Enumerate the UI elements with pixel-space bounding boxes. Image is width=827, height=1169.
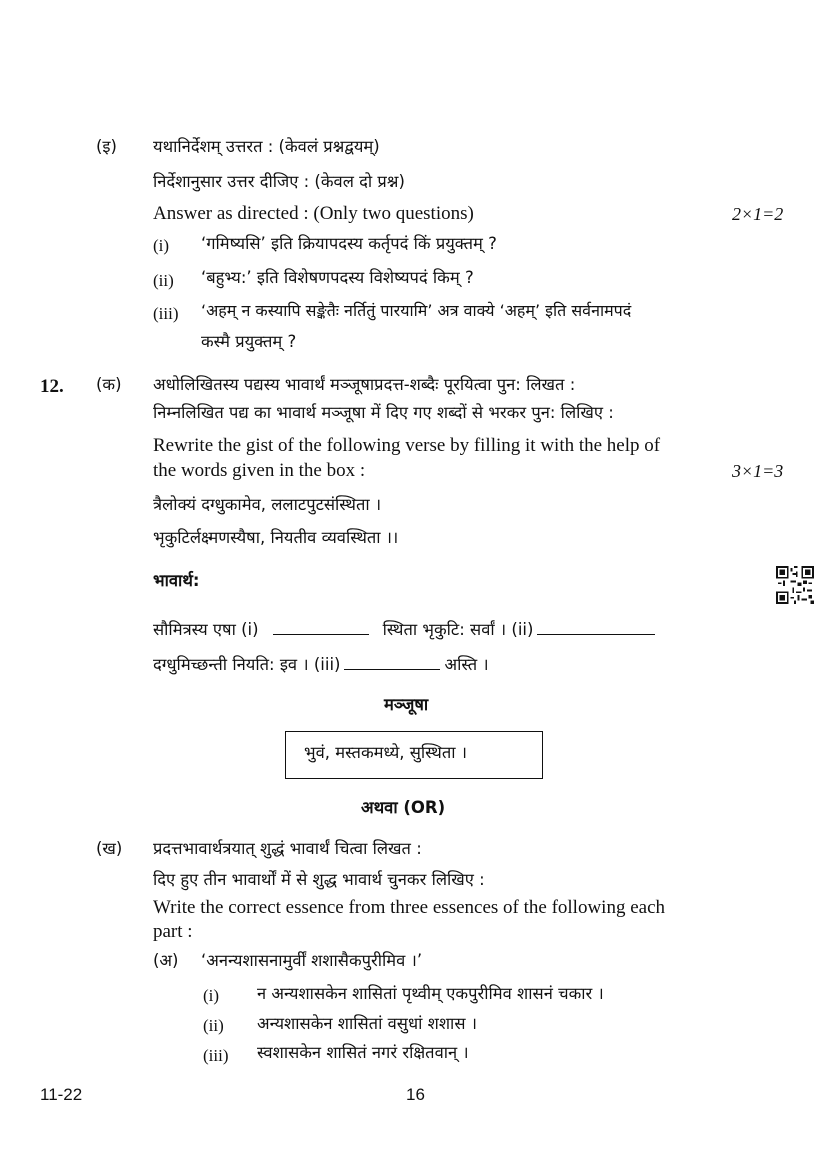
blank-3[interactable]	[344, 668, 440, 670]
option-text: स्वशासकेन शासितं नगरं रक्षितवान् ।	[257, 1043, 469, 1062]
fill-line-2	[153, 657, 489, 674]
blank-1[interactable]	[273, 633, 369, 635]
question-title-english: the words given in the box :	[153, 460, 366, 481]
option-number: (iii)	[203, 1046, 229, 1065]
fill-text: अस्ति ।	[444, 655, 489, 674]
item-text: ‘बहुभ्य:’ इति विशेषणपदस्य विशेष्यपदं किम् ?	[201, 268, 474, 287]
item-number: (i)	[153, 236, 170, 255]
box-words: भुवं, मस्तकमध्ये, सुस्थिता ।	[304, 743, 467, 762]
item-text-continued: कस्मै प्रयुक्तम् ?	[201, 332, 297, 351]
or-label: अथवा (OR)	[361, 798, 446, 817]
part-number: (अ)	[153, 951, 179, 970]
question-number: 12.	[40, 376, 64, 397]
qr-code-icon	[776, 566, 814, 604]
option-text: न अन्यशासकेन शासितां पृथ्वीम् एकपुरीमिव शासनं चकार ।	[257, 984, 604, 1003]
verse-line: त्रैलोक्यं दग्धुकामेव, ललाटपुटसंस्थिता ।	[153, 495, 382, 514]
page-number: 16	[406, 1085, 425, 1104]
question-title-hindi: निम्नलिखित पद्य का भावार्थ मञ्जूषा में दिए गए शब्दों से भरकर पुन: लिखिए :	[153, 403, 614, 422]
question-title-sanskrit: अधोलिखितस्य पद्यस्य भावार्थं मञ्जूषाप्रदत्त-शब्दैः पूरयित्वा पुन: लिखत :	[153, 375, 576, 394]
subpart-number: (ख)	[96, 839, 123, 858]
paper-code: 11-22	[40, 1085, 83, 1104]
part-text: ‘अनन्यशासनामुर्वीं शशासैकपुरीमिव ।’	[201, 951, 423, 970]
item-number: (iii)	[153, 304, 179, 323]
verse-line: भृकुटिर्लक्ष्मणस्यैषा, नियतीव व्यवस्थिता ।।	[153, 528, 399, 547]
fill-text: सौमित्रस्य एषा (i)	[153, 620, 259, 639]
fill-text: दग्धुमिच्छन्ती नियति: इव । (iii)	[153, 655, 341, 674]
blank-2[interactable]	[537, 633, 655, 635]
item-text: ‘अहम् न कस्यापि सङ्केतैः नर्तितुं पारयामि’ अत्र वाक्ये ‘अहम्’ इति सर्वनामपदं	[201, 301, 632, 320]
box-label: मञ्जूषा	[384, 695, 429, 714]
subpart-title-hindi: दिए हुए तीन भावार्थों में से शुद्ध भावार्थ चुनकर लिखिए :	[153, 870, 485, 889]
subpart-number: (क)	[96, 375, 122, 394]
fill-line-1	[153, 622, 659, 639]
item-number: (ii)	[153, 271, 174, 290]
item-text: ‘गमिष्यसि’ इति क्रियापदस्य कर्तृपदं किं प्रयुक्तम् ?	[201, 234, 497, 253]
bhavarth-label: भावार्थ:	[153, 571, 200, 590]
marks: 2×1=2	[732, 204, 784, 224]
section-number: (इ)	[96, 137, 117, 156]
question-title-english: Rewrite the gist of the following verse by filling it with the help of	[153, 435, 661, 456]
fill-text: स्थिता भृकुटि: सर्वां । (ii)	[382, 620, 534, 639]
option-number: (ii)	[203, 1016, 224, 1035]
subpart-title-english: part :	[153, 921, 193, 942]
marks: 3×1=3	[732, 461, 784, 481]
section-title-hindi: निर्देशानुसार उत्तर दीजिए : (केवल दो प्रश्न)	[153, 172, 405, 191]
section-title-sanskrit: यथानिर्देशम् उत्तरत : (केवलं प्रश्नद्वयम्)	[153, 137, 380, 156]
section-title-english: Answer as directed : (Only two questions)	[153, 203, 474, 224]
subpart-title-sanskrit: प्रदत्तभावार्थत्रयात् शुद्धं भावार्थं चित्वा लिखत :	[153, 839, 422, 858]
option-text: अन्यशासकेन शासितां वसुधां शशास ।	[257, 1014, 477, 1033]
option-number: (i)	[203, 986, 220, 1005]
subpart-title-english: Write the correct essence from three essences of the following each	[153, 897, 665, 918]
